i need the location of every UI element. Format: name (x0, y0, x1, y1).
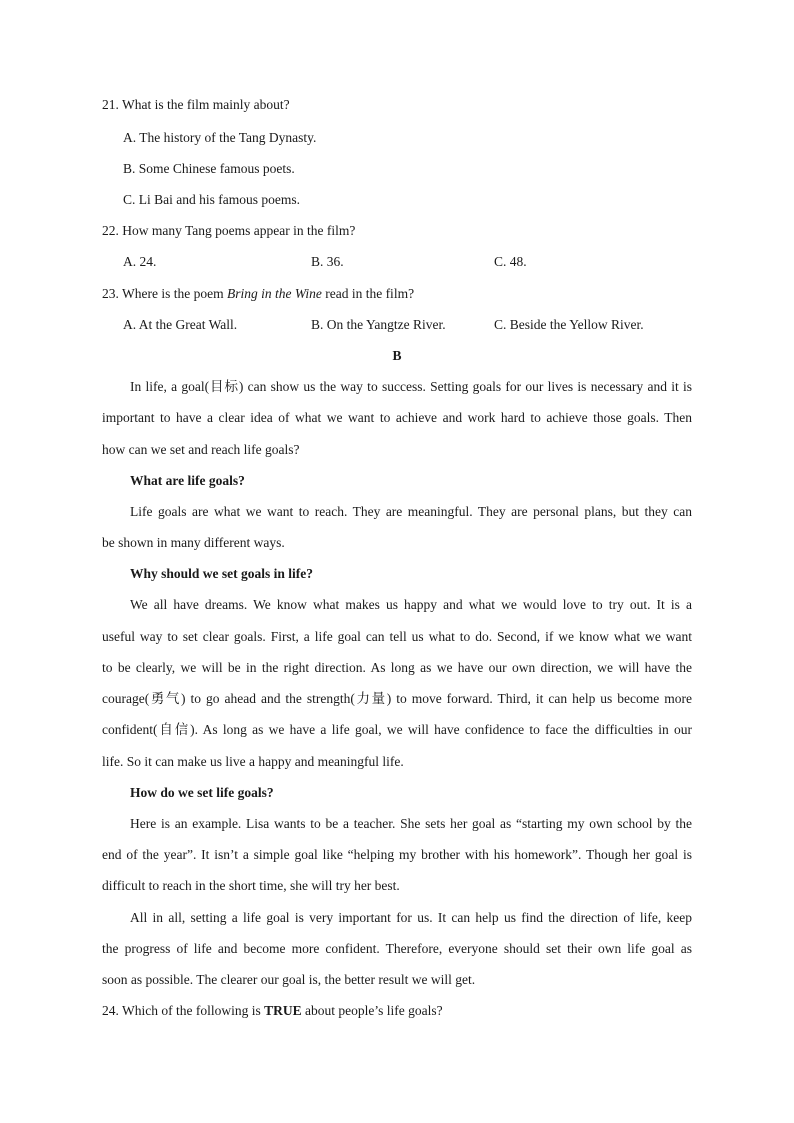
section-heading: B (392, 348, 402, 363)
paragraph-4-line: end of the year”. It isn’t a simple goal like “helping my brother with his homework”. Though her goal is (102, 847, 692, 862)
question-22-stem: 22. How many Tang poems appear in the film? (102, 223, 356, 238)
question-22-option-a: A. 24. (123, 254, 157, 269)
question-24-emphasis: TRUE (264, 1003, 302, 1018)
paragraph-3-line: confident(自信). As long as we have a life goal, we will have confidence to face the difficulties in our (102, 722, 692, 737)
paragraph-3-line: We all have dreams. We know what makes us happy and what we would love to try out. It is a (130, 597, 692, 612)
question-21-option-a: A. The history of the Tang Dynasty. (123, 130, 317, 145)
question-23-option-a: A. At the Great Wall. (123, 317, 238, 332)
paragraph-4-line: Here is an example. Lisa wants to be a teacher. She sets her goal as “starting my own school by the (130, 816, 692, 831)
paragraph-3-line: life. So it can make us live a happy and meaningful life. (102, 754, 404, 769)
question-23-stem (102, 285, 414, 303)
question-21-option-b: B. Some Chinese famous poets. (123, 161, 295, 176)
heading-why-set-goals: Why should we set goals in life? (130, 566, 314, 581)
paragraph-1-line: how can we set and reach life goals? (102, 442, 300, 457)
question-22-option-c: C. 48. (494, 254, 527, 269)
question-21-stem: 21. What is the film mainly about? (102, 97, 290, 112)
paragraph-1-line: In life, a goal(目标) can show us the way to success. Setting goals for our lives is necessary and it is (130, 379, 692, 394)
question-23-stem-post: read in the film? (321, 286, 415, 301)
paragraph-5-line: soon as possible. The clearer our goal is, the better result we will get. (102, 972, 476, 987)
paragraph-3-line: to be clearly, we will be in the right direction. As long as we have our own direction, we will have the (102, 660, 692, 675)
question-23-option-c: C. Beside the Yellow River. (494, 317, 644, 332)
question-23-stem-pre: 23. Where is the poem (102, 286, 227, 301)
heading-what-are-life-goals: What are life goals? (130, 473, 245, 488)
question-24-stem-pre: 24. Which of the following is (102, 1003, 265, 1018)
question-22-option-b: B. 36. (311, 254, 344, 269)
poem-title: Bring in the Wine (226, 286, 322, 301)
paragraph-2-line: be shown in many different ways. (102, 535, 285, 550)
paragraph-4-line: difficult to reach in the short time, she will try her best. (102, 878, 400, 893)
question-21-option-c: C. Li Bai and his famous poems. (123, 192, 300, 207)
paragraph-1-line: important to have a clear idea of what we want to achieve and work hard to achieve those goals. Then (102, 410, 692, 425)
paragraph-5-line: the progress of life and become more confident. Therefore, everyone should set their own life goal as (102, 941, 692, 956)
question-24-stem-post: about people’s life goals? (301, 1003, 443, 1018)
heading-how-set-goals: How do we set life goals? (130, 785, 274, 800)
paragraph-3-line: courage(勇气) to go ahead and the strength(力量) to move forward. Third, it can help us become more (102, 691, 692, 706)
paragraph-2-line: Life goals are what we want to reach. They are meaningful. They are personal plans, but they can (130, 504, 692, 519)
paragraph-3-line: useful way to set clear goals. First, a life goal can tell us what to do. Second, if we know what we want (102, 629, 692, 644)
question-24-stem (102, 1002, 443, 1020)
paragraph-5-line: All in all, setting a life goal is very important for us. It can help us find the direction of life, keep (130, 910, 692, 925)
question-23-option-b: B. On the Yangtze River. (311, 317, 446, 332)
